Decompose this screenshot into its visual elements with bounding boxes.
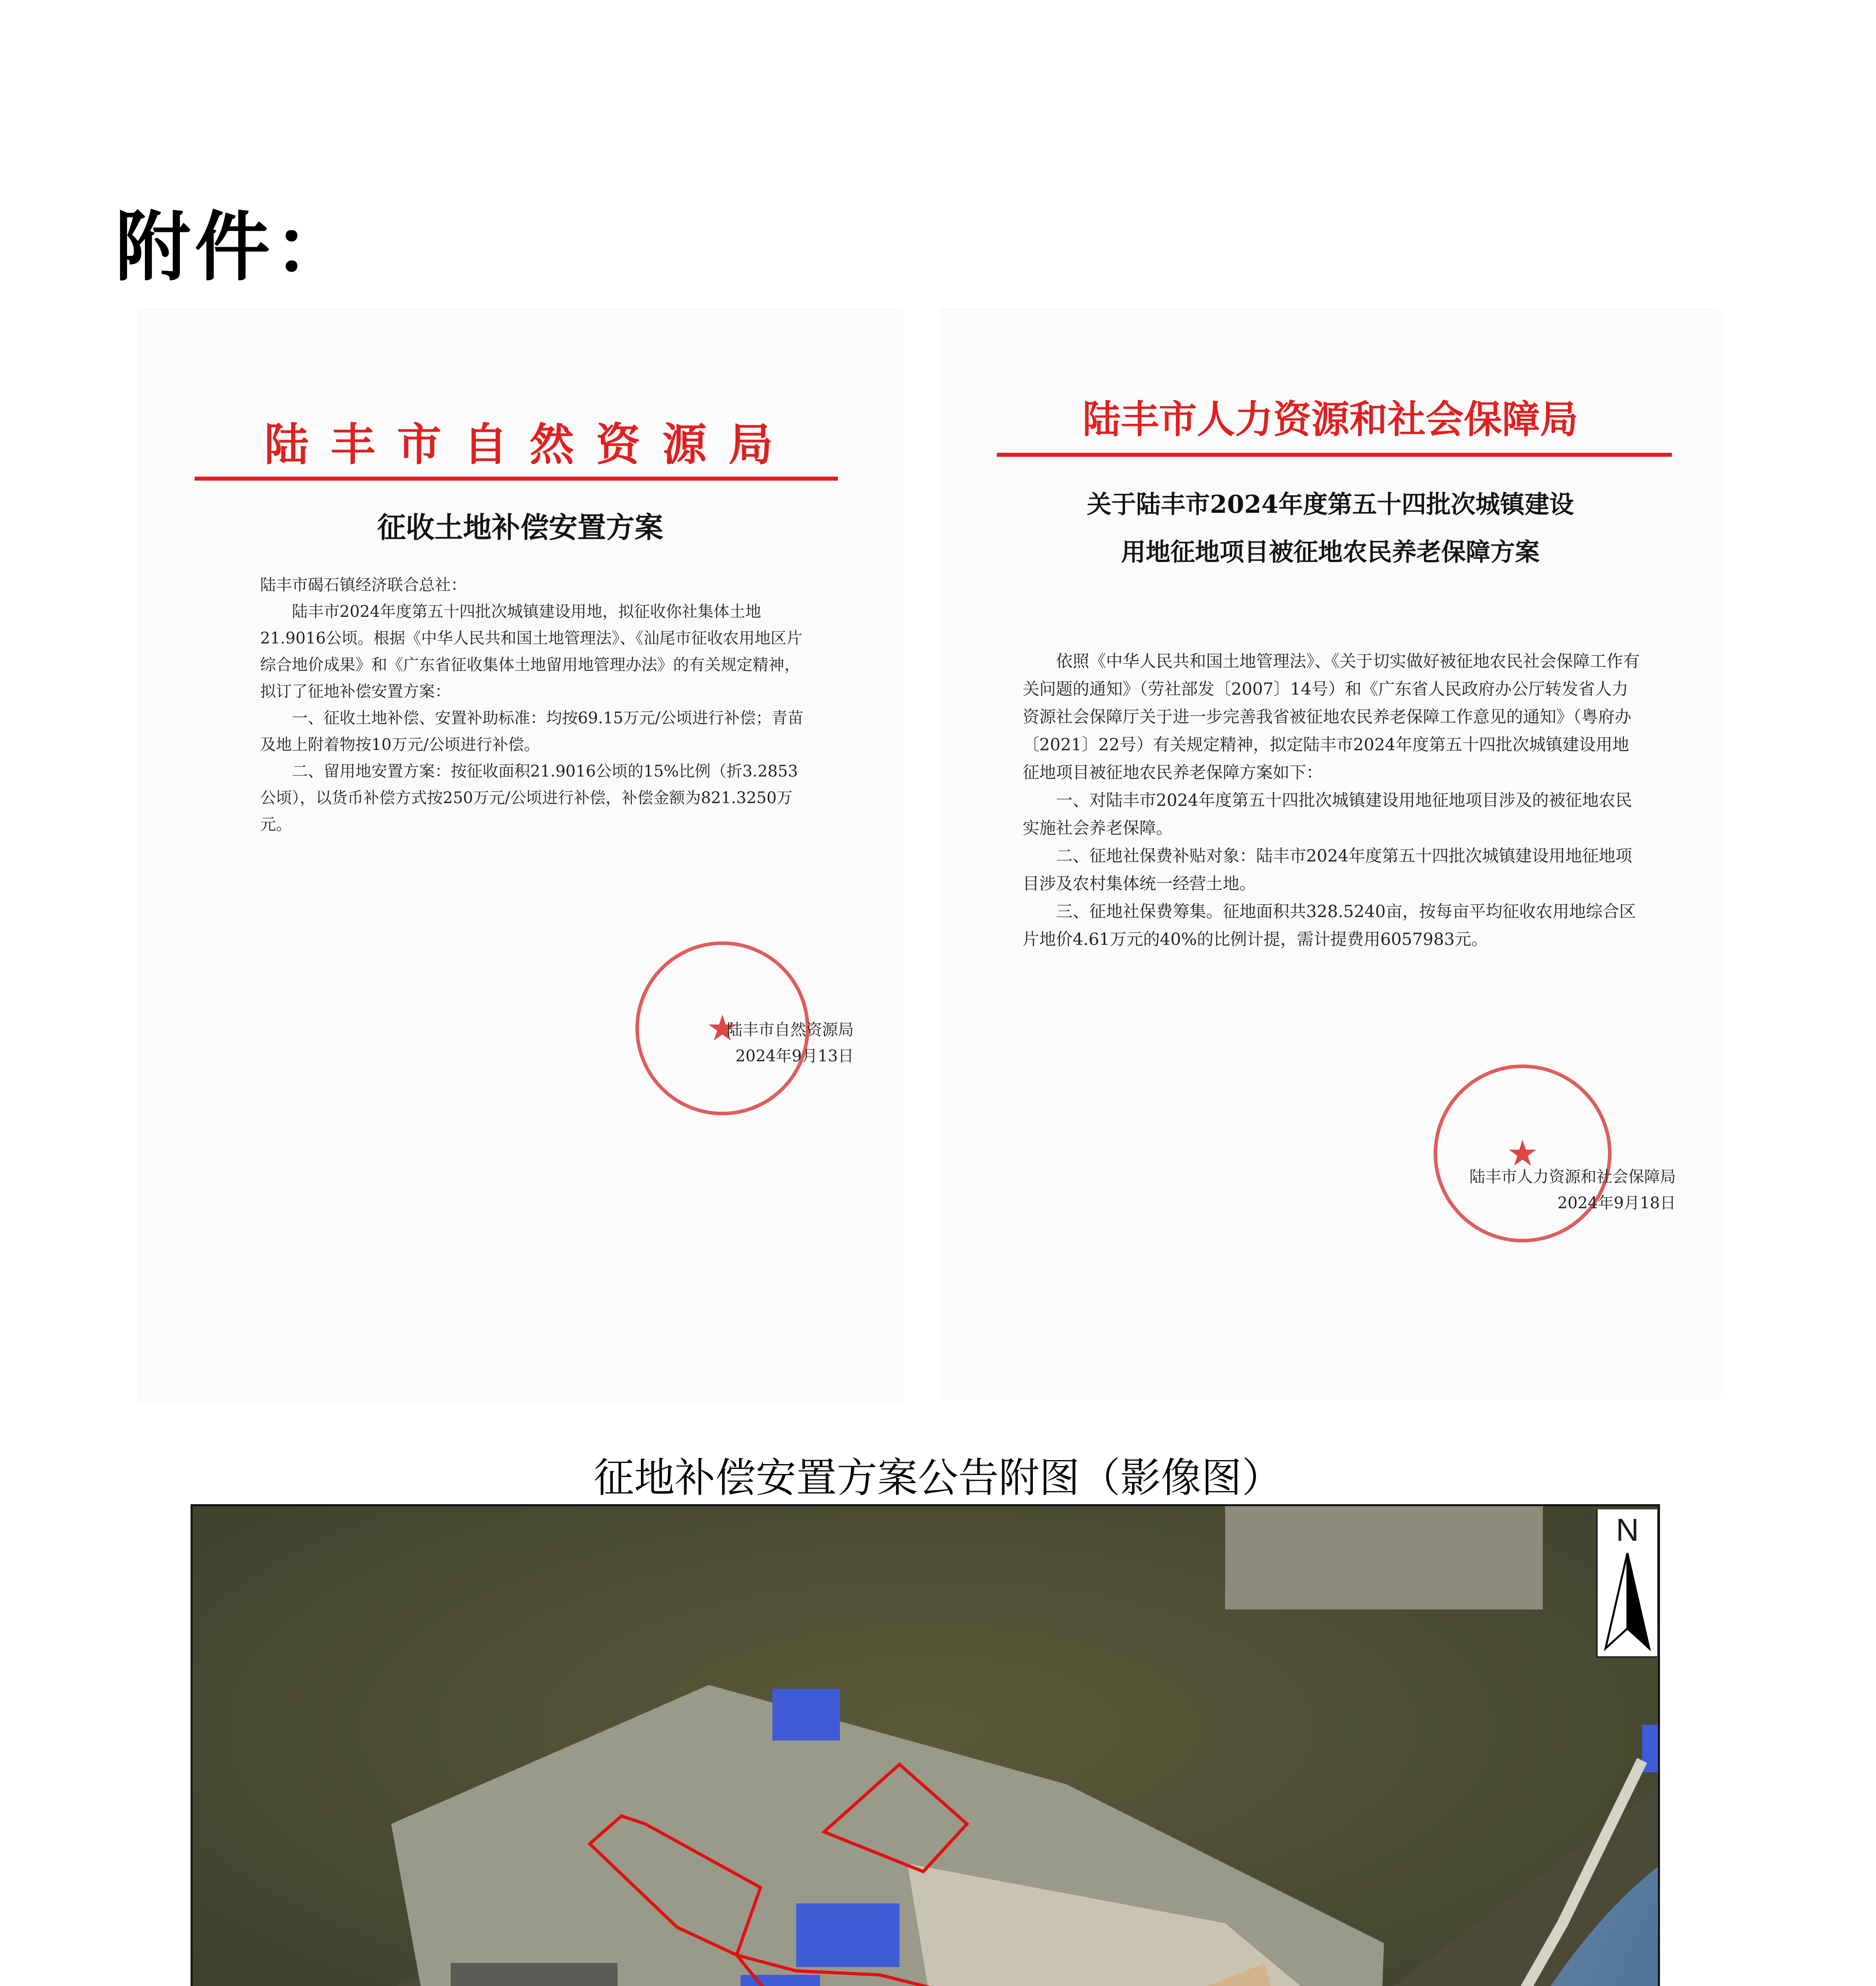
signature: 陆丰市人力资源和社会保障局 <box>1469 1168 1676 1186</box>
red-divider <box>195 477 838 481</box>
north-label: N <box>1616 1512 1639 1547</box>
document-title: 征收土地补偿安置方案 <box>377 510 663 544</box>
document-pension-scheme <box>941 310 1720 1398</box>
document-title-line1: 关于陆丰市2024年度第五十四批次城镇建设 <box>1087 490 1574 519</box>
date: 2024年9月18日 <box>1557 1194 1676 1212</box>
plant-block <box>451 1963 618 1986</box>
star-icon: ★ <box>1506 1132 1539 1175</box>
document-body <box>260 572 808 838</box>
north-arrow <box>1596 1509 1657 1658</box>
paragraph: 陆丰市2024年度第五十四批次城镇建设用地，拟征收你社集体土地21.9016公顷。根据《中华人民共和国土地管理法》、《汕尾市征收农用地区片综合地价成果》和《广东省征收集体土地留用地管理办法》的有关规定精神，拟订了征地补偿安置方案： <box>260 603 803 701</box>
village <box>1225 1506 1543 1609</box>
signature-block <box>576 1017 854 1069</box>
paragraph: 二、留用地安置方案：按征收面积21.9016公顷的15%比例（折3.2853公顷），以货币补偿方式按250万元/公顷进行补偿，补偿金额为821.3250万元。 <box>260 762 798 834</box>
satellite-image <box>193 1506 1660 1986</box>
paragraph: 依照《中华人民共和国土地管理法》、《关于切实做好被征地农民社会保障工作有关问题的通知》（劳社部发〔2007〕14号）和《广东省人民政府办公厅转发省人力资源社会保障厅关于进一步完善我省被征地农民养老保障工作意见的通知》（粤府办〔2021〕22号）有关规定精神，拟定陆丰市2024年度第五十四批次城镇建设用地征地项目被征地农民养老保障方案如下： <box>1023 651 1640 782</box>
paragraph: 二、征地社保费补贴对象：陆丰市2024年度第五十四批次城镇建设用地征地项目涉及农村集体统一经营土地。 <box>1023 846 1632 893</box>
paragraph: 一、征收土地补偿、安置补助标准：均按69.15万元/公顷进行补偿；青苗及地上附着物按10万元/公顷进行补偿。 <box>260 709 803 754</box>
signature: 陆丰市自然资源局 <box>727 1021 854 1039</box>
agency-header: 陆 丰 市 自 然 资 源 局 <box>264 419 776 471</box>
map-caption: 征地补偿安置方案公告附图（影像图） <box>594 1455 1282 1502</box>
blue-roof <box>796 1903 899 1967</box>
document-body <box>1023 647 1642 953</box>
red-divider <box>997 453 1672 457</box>
date: 2024年9月13日 <box>735 1047 854 1065</box>
paragraph: 三、征地社保费筹集。征地面积共328.5240亩，按每亩平均征收农用地综合区片地价4.61万元的40%的比例计提，需计提费用6057983元。 <box>1023 902 1636 949</box>
document-title-line2: 用地征地项目被征地农民养老保障方案 <box>1121 537 1540 566</box>
signature-block <box>1338 1164 1676 1216</box>
document-land-compensation <box>139 310 901 1402</box>
north-arrow-icon <box>1598 1549 1657 1652</box>
star-icon: ★ <box>706 1007 739 1049</box>
attachment-label: 附件： <box>115 203 354 291</box>
paragraph: 一、对陆丰市2024年度第五十四批次城镇建设用地征地项目涉及的被征地农民实施社会养老保障。 <box>1023 790 1632 838</box>
agency-header: 陆丰市人力资源和社会保障局 <box>1083 397 1578 442</box>
blue-roof <box>772 1689 840 1741</box>
satellite-map <box>191 1504 1660 1986</box>
salutation: 陆丰市碣石镇经济联合总社： <box>260 576 467 594</box>
